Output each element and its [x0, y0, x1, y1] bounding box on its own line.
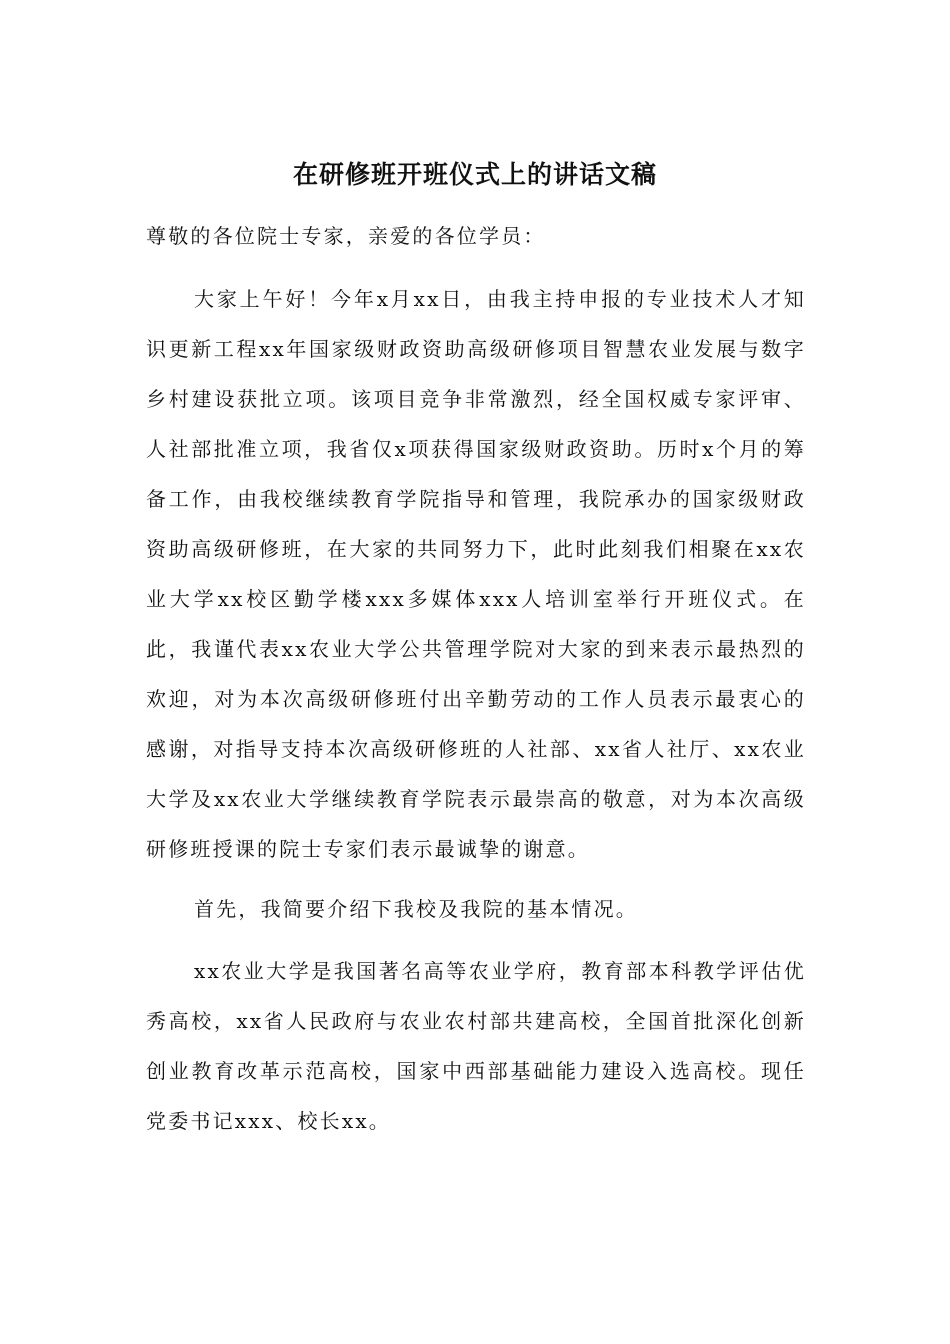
document-title: 在研修班开班仪式上的讲话文稿: [292, 160, 657, 189]
paragraph-university-overview: xx农业大学是我国著名高等农业学府，教育部本科教学评估优秀高校，xx省人民政府与农业农村部共建高校，全国首批深化创新创业教育改革示范高校，国家中西部基础能力建设入选高校。现任党委书记xxx、校长xx。: [146, 959, 806, 1133]
paragraph-opening: 大家上午好！今年x月xx日，由我主持申报的专业技术人才知识更新工程xx年国家级财政资助高级研修项目智慧农业发展与数字乡村建设获批立项。该项目竞争非常激烈，经全国权威专家评审、人社部批准立项，我省仅x项获得国家级财政资助。历时x个月的筹备工作，由我校继续教育学院指导和管理，我院承办的国家级财政资助高级研修班，在大家的共同努力下，此时此刻我们相聚在xx农业大学xx校区勤学楼xxx多媒体xxx人培训室举行开班仪式。在此，我谨代表xx农业大学公共管理学院对大家的到来表示最热烈的欢迎，对为本次高级研修班付出辛勤劳动的工作人员表示最衷心的感谢，对指导支持本次高级研修班的人社部、xx省人社厅、xx农业大学及xx农业大学继续教育学院表示最崇高的敬意，对为本次高级研修班授课的院士专家们表示最诚挚的谢意。: [146, 287, 806, 861]
salutation: 尊敬的各位院士专家，亲爱的各位学员：: [146, 224, 546, 248]
paragraph-introduction: 首先，我简要介绍下我校及我院的基本情况。: [194, 897, 638, 921]
